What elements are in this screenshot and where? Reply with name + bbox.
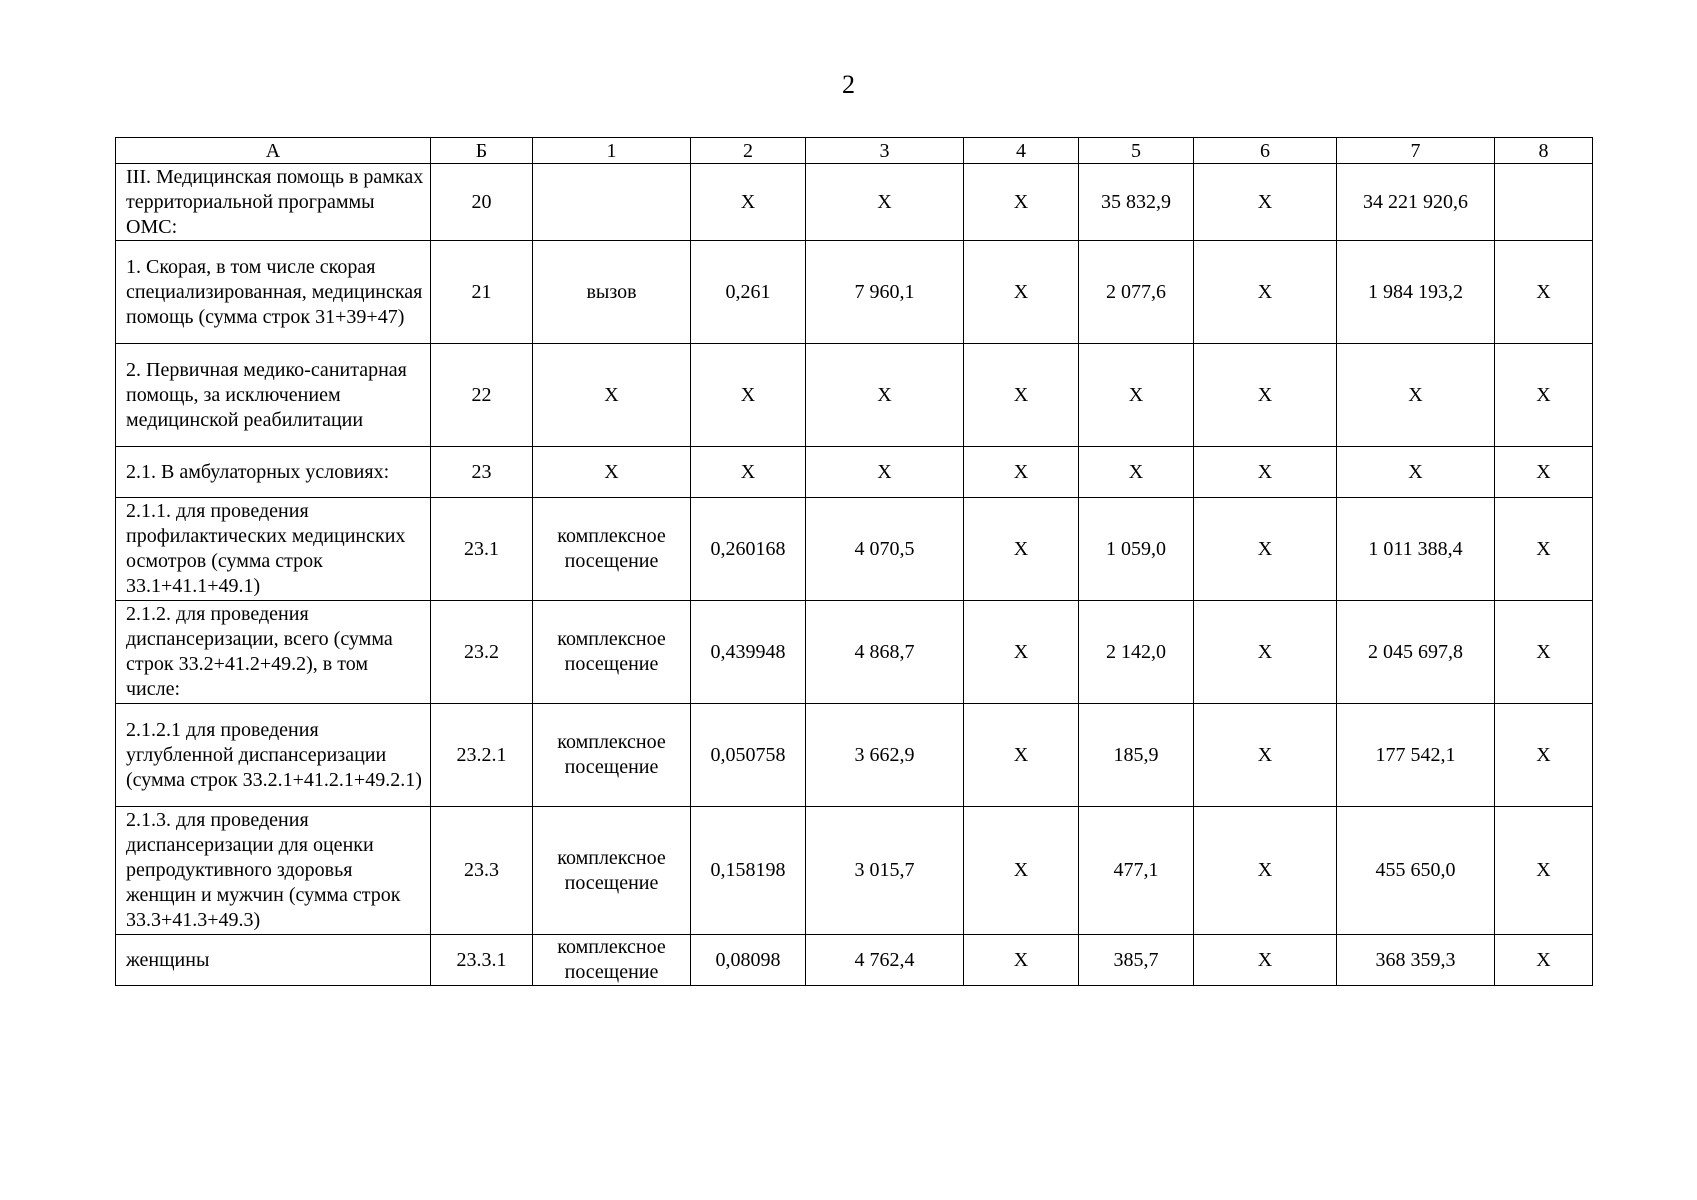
column-header: 6: [1194, 138, 1337, 164]
value-cell: Х: [1194, 935, 1337, 986]
value-cell: Х: [806, 344, 964, 447]
value-cell: 2 142,0: [1079, 601, 1194, 704]
row-code-cell: 23.3: [431, 807, 533, 935]
value-cell: Х: [1495, 935, 1593, 986]
value-cell: Х: [1337, 344, 1495, 447]
value-cell: Х: [964, 498, 1079, 601]
value-cell: Х: [1337, 447, 1495, 498]
unit-cell: [533, 164, 691, 241]
value-cell: Х: [1194, 241, 1337, 344]
row-name-cell: 2. Первичная медико-санитарная помощь, за исключением медицинской реабилитации: [116, 344, 431, 447]
value-cell: Х: [964, 344, 1079, 447]
data-table: [115, 137, 1593, 986]
value-cell: Х: [1079, 447, 1194, 498]
table-row: [116, 344, 1593, 447]
table-row: [116, 498, 1593, 601]
table-row: [116, 704, 1593, 807]
value-cell: 0,08098: [691, 935, 806, 986]
row-code-cell: 20: [431, 164, 533, 241]
column-header: А: [116, 138, 431, 164]
value-cell: Х: [1194, 164, 1337, 241]
value-cell: Х: [1495, 344, 1593, 447]
row-code-cell: 23.3.1: [431, 935, 533, 986]
value-cell: 0,260168: [691, 498, 806, 601]
value-cell: 185,9: [1079, 704, 1194, 807]
value-cell: 385,7: [1079, 935, 1194, 986]
value-cell: 0,050758: [691, 704, 806, 807]
value-cell: 2 077,6: [1079, 241, 1194, 344]
value-cell: Х: [806, 447, 964, 498]
value-cell: Х: [1495, 601, 1593, 704]
value-cell: 368 359,3: [1337, 935, 1495, 986]
table-row: [116, 241, 1593, 344]
table-row: [116, 601, 1593, 704]
value-cell: Х: [1194, 807, 1337, 935]
row-name-cell: 1. Скорая, в том числе скорая специализированная, медицинская помощь (сумма строк 31+39+47): [116, 241, 431, 344]
value-cell: Х: [691, 164, 806, 241]
value-cell: Х: [691, 344, 806, 447]
value-cell: Х: [1194, 498, 1337, 601]
row-code-cell: 23.2.1: [431, 704, 533, 807]
value-cell: Х: [806, 164, 964, 241]
value-cell: Х: [1495, 447, 1593, 498]
unit-cell: Х: [533, 344, 691, 447]
value-cell: 34 221 920,6: [1337, 164, 1495, 241]
value-cell: Х: [1495, 241, 1593, 344]
value-cell: Х: [691, 447, 806, 498]
value-cell: [1495, 164, 1593, 241]
row-name-cell: 2.1.1. для проведения профилактических медицинских осмотров (сумма строк 33.1+41.1+49.1): [116, 498, 431, 601]
value-cell: 0,158198: [691, 807, 806, 935]
value-cell: Х: [1495, 704, 1593, 807]
column-header: 7: [1337, 138, 1495, 164]
unit-cell: комплексное посещение: [533, 498, 691, 601]
value-cell: 177 542,1: [1337, 704, 1495, 807]
value-cell: 0,439948: [691, 601, 806, 704]
unit-cell: комплексное посещение: [533, 807, 691, 935]
row-name-cell: 2.1.3. для проведения диспансеризации для оценки репродуктивного здоровья женщин и мужчин (сумма строк 33.3+41.3+49.3): [116, 807, 431, 935]
value-cell: 3 662,9: [806, 704, 964, 807]
page-number: 2: [842, 70, 855, 99]
value-cell: 4 868,7: [806, 601, 964, 704]
value-cell: Х: [1194, 344, 1337, 447]
row-name-cell: женщины: [116, 935, 431, 986]
value-cell: 0,261: [691, 241, 806, 344]
unit-cell: комплексное посещение: [533, 601, 691, 704]
value-cell: 3 015,7: [806, 807, 964, 935]
column-header: 4: [964, 138, 1079, 164]
row-name-cell: III. Медицинская помощь в рамках территориальной программы ОМС:: [116, 164, 431, 241]
row-code-cell: 22: [431, 344, 533, 447]
table-row: [116, 447, 1593, 498]
row-code-cell: 23: [431, 447, 533, 498]
value-cell: Х: [1079, 344, 1194, 447]
unit-cell: Х: [533, 447, 691, 498]
value-cell: Х: [1194, 447, 1337, 498]
value-cell: 1 059,0: [1079, 498, 1194, 601]
value-cell: 477,1: [1079, 807, 1194, 935]
row-code-cell: 23.2: [431, 601, 533, 704]
value-cell: Х: [964, 935, 1079, 986]
value-cell: Х: [964, 241, 1079, 344]
value-cell: Х: [964, 164, 1079, 241]
column-header: 3: [806, 138, 964, 164]
row-code-cell: 23.1: [431, 498, 533, 601]
unit-cell: вызов: [533, 241, 691, 344]
value-cell: 35 832,9: [1079, 164, 1194, 241]
value-cell: 4 070,5: [806, 498, 964, 601]
table-row: [116, 807, 1593, 935]
value-cell: Х: [1194, 704, 1337, 807]
value-cell: 1 984 193,2: [1337, 241, 1495, 344]
table-row: [116, 935, 1593, 986]
table-header-row: [116, 138, 1593, 164]
value-cell: 455 650,0: [1337, 807, 1495, 935]
row-name-cell: 2.1. В амбулаторных условиях:: [116, 447, 431, 498]
value-cell: Х: [1194, 601, 1337, 704]
column-header: Б: [431, 138, 533, 164]
unit-cell: комплексное посещение: [533, 704, 691, 807]
value-cell: Х: [964, 704, 1079, 807]
value-cell: 2 045 697,8: [1337, 601, 1495, 704]
value-cell: Х: [1495, 498, 1593, 601]
unit-cell: комплексное посещение: [533, 935, 691, 986]
row-name-cell: 2.1.2. для проведения диспансеризации, всего (сумма строк 33.2+41.2+49.2), в том числе:: [116, 601, 431, 704]
column-header: 8: [1495, 138, 1593, 164]
value-cell: 1 011 388,4: [1337, 498, 1495, 601]
value-cell: Х: [964, 807, 1079, 935]
column-header: 1: [533, 138, 691, 164]
value-cell: 4 762,4: [806, 935, 964, 986]
row-name-cell: 2.1.2.1 для проведения углубленной диспансеризации (сумма строк 33.2.1+41.2.1+49.2.1): [116, 704, 431, 807]
column-header: 5: [1079, 138, 1194, 164]
table-row: [116, 164, 1593, 241]
value-cell: Х: [1495, 807, 1593, 935]
row-code-cell: 21: [431, 241, 533, 344]
value-cell: Х: [964, 601, 1079, 704]
value-cell: Х: [964, 447, 1079, 498]
column-header: 2: [691, 138, 806, 164]
value-cell: 7 960,1: [806, 241, 964, 344]
